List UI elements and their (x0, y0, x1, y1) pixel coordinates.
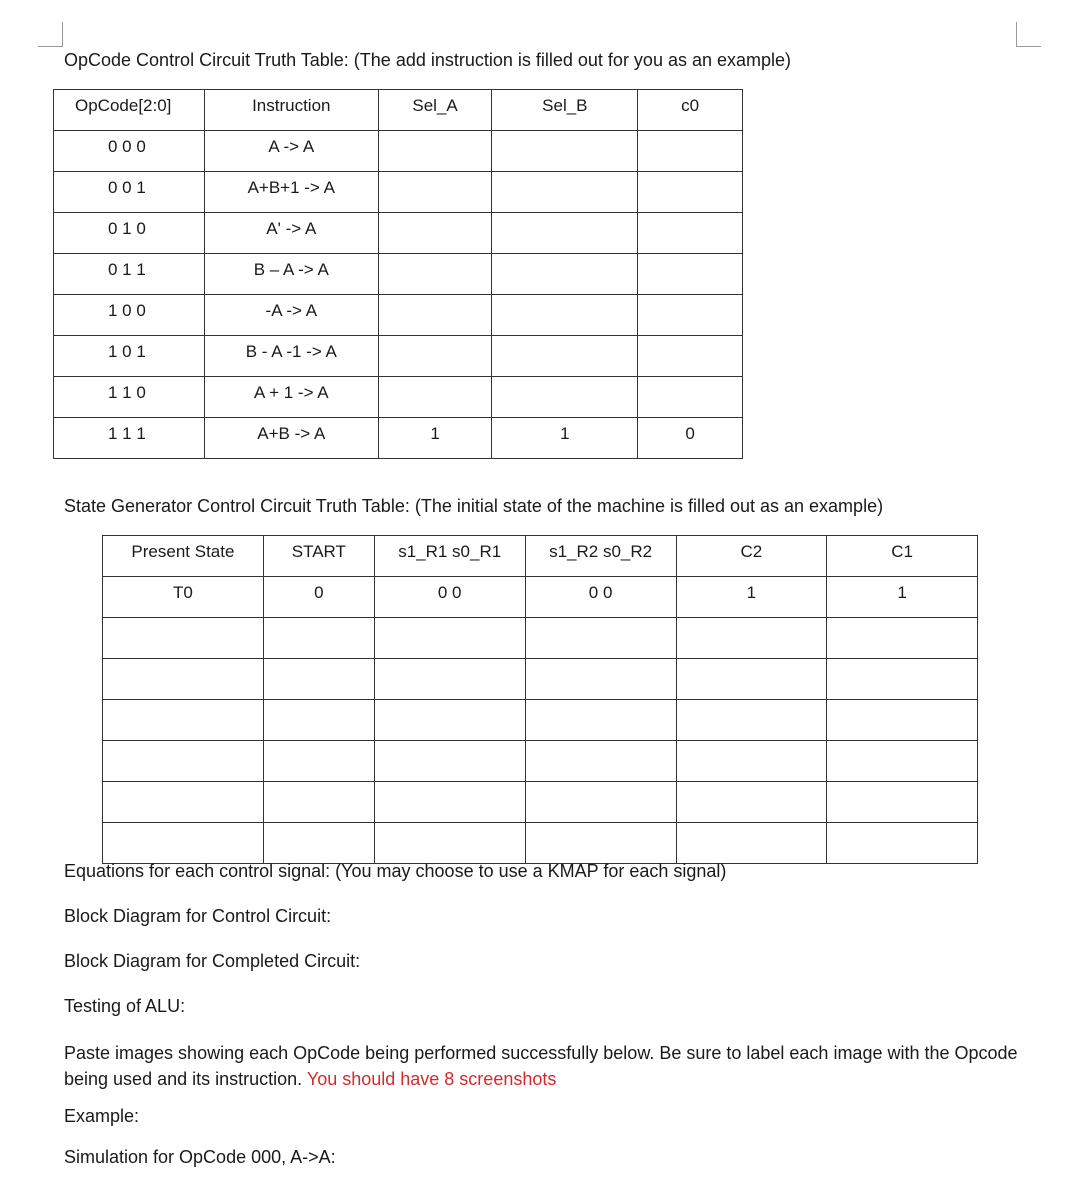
cell-text (375, 659, 525, 665)
table-cell (827, 823, 978, 864)
table-cell (263, 700, 374, 741)
testing-heading: Testing of ALU: (64, 996, 186, 1016)
cell-text (103, 659, 263, 665)
cell-text (677, 741, 827, 747)
cell-text (526, 741, 676, 747)
margin-corner-mark-left (38, 22, 63, 47)
header-cell (378, 90, 492, 131)
cell-text (375, 782, 525, 788)
state-generator-truth-table (102, 535, 978, 864)
header-cell (374, 536, 525, 577)
cell-text (492, 295, 637, 301)
cell-text (375, 823, 525, 829)
table-cell (263, 618, 374, 659)
cell-text: A + 1 -> A (253, 383, 329, 402)
table-cell (525, 823, 676, 864)
table-cell (374, 659, 525, 700)
cell-text (492, 254, 637, 260)
cell-text (677, 782, 827, 788)
cell-text: B – A -> A (253, 260, 329, 279)
cell-text: 1 1 1 (108, 424, 146, 443)
header-cell (525, 536, 676, 577)
table-row (103, 618, 978, 659)
cell-text (379, 254, 492, 260)
table-cell (374, 618, 525, 659)
table-cell (525, 577, 676, 618)
cell-text (379, 172, 492, 178)
cell-text: T0 (173, 583, 193, 602)
cell-text (492, 131, 637, 137)
table-cell (676, 741, 827, 782)
table-cell (525, 741, 676, 782)
cell-text (264, 782, 374, 788)
table-cell (378, 336, 492, 377)
cell-text (677, 823, 827, 829)
table-row (103, 659, 978, 700)
cell-text: A+B+1 -> A (247, 178, 335, 197)
cell-text (827, 618, 977, 624)
table-row (54, 172, 743, 213)
cell-text: s1_R1 s0_R1 (398, 542, 502, 561)
cell-text: C2 (740, 542, 763, 561)
cell-text: C1 (891, 542, 913, 561)
cell-text: 1 0 0 (108, 301, 146, 320)
table-cell (103, 823, 264, 864)
table-cell (638, 213, 743, 254)
cell-text: A' -> A (266, 219, 317, 238)
cell-text (677, 618, 827, 624)
cell-text (677, 659, 827, 665)
table-cell (676, 618, 827, 659)
table-cell (103, 782, 264, 823)
table-cell (54, 418, 205, 459)
cell-text: 1 (746, 583, 757, 602)
table-row (54, 418, 743, 459)
table-cell (638, 254, 743, 295)
table-cell (263, 741, 374, 782)
cell-text (638, 131, 742, 137)
table-cell (827, 741, 978, 782)
cell-text: 0 0 0 (108, 137, 146, 156)
header-cell (676, 536, 827, 577)
margin-corner-mark-right (1016, 22, 1041, 47)
table-cell (378, 418, 492, 459)
table-cell (54, 295, 205, 336)
cell-text (827, 782, 977, 788)
cell-text: 1 (430, 424, 440, 443)
table-cell (638, 336, 743, 377)
table-cell (54, 336, 205, 377)
table-cell (204, 172, 378, 213)
cell-text (526, 618, 676, 624)
equations-heading: Equations for each control signal: (You may choose to use a KMAP for each signal) (64, 861, 727, 881)
cell-text: 0 0 (588, 583, 613, 602)
header-cell (54, 90, 205, 131)
block-diagram-completed-heading: Block Diagram for Completed Circuit: (64, 951, 361, 971)
table-cell (103, 618, 264, 659)
table-cell (676, 659, 827, 700)
table-cell (638, 295, 743, 336)
cell-text: Instruction (252, 96, 331, 115)
header-row (103, 536, 978, 577)
table-cell (263, 782, 374, 823)
cell-text: Sel_A (412, 96, 458, 115)
cell-text (638, 377, 742, 383)
cell-text (827, 700, 977, 706)
cell-text: A+B -> A (257, 424, 326, 443)
table-cell (525, 618, 676, 659)
cell-text: 1 (560, 424, 570, 443)
table-cell (204, 295, 378, 336)
paste-instructions (64, 1040, 1024, 1092)
cell-text (827, 823, 977, 829)
table-cell (492, 336, 638, 377)
table-cell (103, 700, 264, 741)
table-cell (54, 172, 205, 213)
cell-text: 0 0 (437, 583, 462, 602)
cell-text: 1 1 0 (108, 383, 146, 402)
table-cell (204, 131, 378, 172)
cell-text (264, 823, 374, 829)
table-cell (676, 700, 827, 741)
block-diagram-control-heading: Block Diagram for Control Circuit: (64, 906, 332, 926)
table-cell (676, 782, 827, 823)
simulation-caption: Simulation for OpCode 000, A->A: (64, 1147, 336, 1167)
table-row (103, 741, 978, 782)
table-row (54, 377, 743, 418)
cell-text (375, 700, 525, 706)
table-cell (204, 418, 378, 459)
table-cell (374, 700, 525, 741)
header-cell (263, 536, 374, 577)
table-cell (492, 295, 638, 336)
cell-text (492, 336, 637, 342)
table-row (54, 336, 743, 377)
table-cell (492, 377, 638, 418)
cell-text (492, 172, 637, 178)
state-table-title: State Generator Control Circuit Truth Table: (The initial state of the machine is filled out as an example) (64, 496, 884, 516)
cell-text (492, 213, 637, 219)
cell-text (492, 377, 637, 383)
example-label: Example: (64, 1106, 140, 1126)
cell-text (638, 172, 742, 178)
table-row (54, 213, 743, 254)
header-cell (638, 90, 743, 131)
cell-text (103, 741, 263, 747)
table-cell (54, 377, 205, 418)
table-cell (525, 659, 676, 700)
table-row (54, 295, 743, 336)
table-cell (103, 741, 264, 782)
cell-text (526, 659, 676, 665)
table-cell (378, 172, 492, 213)
cell-text: c0 (681, 96, 700, 115)
table-cell (378, 213, 492, 254)
table-cell (54, 254, 205, 295)
cell-text (103, 782, 263, 788)
table-cell (638, 418, 743, 459)
cell-text (375, 618, 525, 624)
cell-text: START (291, 542, 346, 561)
table-cell (374, 741, 525, 782)
table-cell (492, 172, 638, 213)
table-row (103, 577, 978, 618)
table-cell (827, 577, 978, 618)
paste-instructions-text: Paste images showing each OpCode being performed successfully below. Be sure to label each image with the Opcode being used and its instruction. (64, 1043, 1018, 1089)
table-row (103, 700, 978, 741)
cell-text (264, 741, 374, 747)
table-cell (827, 782, 978, 823)
table-row (54, 254, 743, 295)
header-cell (204, 90, 378, 131)
cell-text (827, 741, 977, 747)
table-cell (827, 659, 978, 700)
cell-text (379, 213, 492, 219)
table-cell (492, 131, 638, 172)
cell-text (827, 659, 977, 665)
header-cell (827, 536, 978, 577)
cell-text (264, 659, 374, 665)
table-cell (374, 782, 525, 823)
table-cell (204, 336, 378, 377)
cell-text (526, 700, 676, 706)
table-cell (638, 131, 743, 172)
table-cell (638, 377, 743, 418)
cell-text (638, 336, 742, 342)
cell-text (264, 618, 374, 624)
table-cell (374, 823, 525, 864)
table-cell (378, 254, 492, 295)
cell-text: B - A -1 -> A (245, 342, 337, 361)
cell-text: Present State (131, 542, 235, 561)
cell-text: 0 1 1 (108, 260, 146, 279)
header-row (54, 90, 743, 131)
cell-text (379, 131, 492, 137)
cell-text: 1 0 1 (108, 342, 146, 361)
table-cell (103, 577, 264, 618)
cell-text (638, 254, 742, 260)
table-cell (103, 659, 264, 700)
cell-text: 1 (897, 583, 907, 602)
table-cell (378, 377, 492, 418)
cell-text: Sel_B (542, 96, 588, 115)
cell-text (379, 295, 492, 301)
opcode-table-title: OpCode Control Circuit Truth Table: (The add instruction is filled out for you as an example) (64, 50, 792, 70)
screenshot-count-note: You should have 8 screenshots (306, 1069, 557, 1089)
cell-text (638, 213, 742, 219)
table-cell (204, 377, 378, 418)
cell-text (264, 700, 374, 706)
table-cell (827, 618, 978, 659)
cell-text (526, 823, 676, 829)
cell-text: A -> A (268, 137, 315, 156)
cell-text: -A -> A (265, 301, 318, 320)
opcode-truth-table (53, 89, 743, 459)
table-cell (638, 172, 743, 213)
cell-text (103, 700, 263, 706)
table-cell (263, 577, 374, 618)
table-row (103, 782, 978, 823)
table-cell (676, 823, 827, 864)
table-cell (827, 700, 978, 741)
cell-text (638, 295, 742, 301)
table-cell (54, 213, 205, 254)
table-cell (378, 131, 492, 172)
cell-text (379, 336, 492, 342)
cell-text (526, 782, 676, 788)
table-cell (204, 213, 378, 254)
table-cell (263, 659, 374, 700)
cell-text: s1_R2 s0_R2 (549, 542, 653, 561)
table-cell (492, 213, 638, 254)
table-cell (676, 577, 827, 618)
header-cell (492, 90, 638, 131)
table-cell (374, 577, 525, 618)
cell-text (103, 823, 263, 829)
cell-text: 0 0 1 (108, 178, 146, 197)
cell-text (379, 377, 492, 383)
cell-text: OpCode[2:0] (75, 96, 172, 115)
table-cell (54, 131, 205, 172)
cell-text: 0 1 0 (108, 219, 146, 238)
table-cell (204, 254, 378, 295)
table-cell (492, 418, 638, 459)
cell-text (103, 618, 263, 624)
cell-text (677, 700, 827, 706)
cell-text (375, 741, 525, 747)
header-cell (103, 536, 264, 577)
cell-text: 0 (314, 583, 324, 602)
table-cell (525, 782, 676, 823)
table-row (103, 823, 978, 864)
table-cell (492, 254, 638, 295)
table-cell (263, 823, 374, 864)
cell-text: 0 (685, 424, 695, 443)
table-cell (378, 295, 492, 336)
table-row (54, 131, 743, 172)
table-cell (525, 700, 676, 741)
